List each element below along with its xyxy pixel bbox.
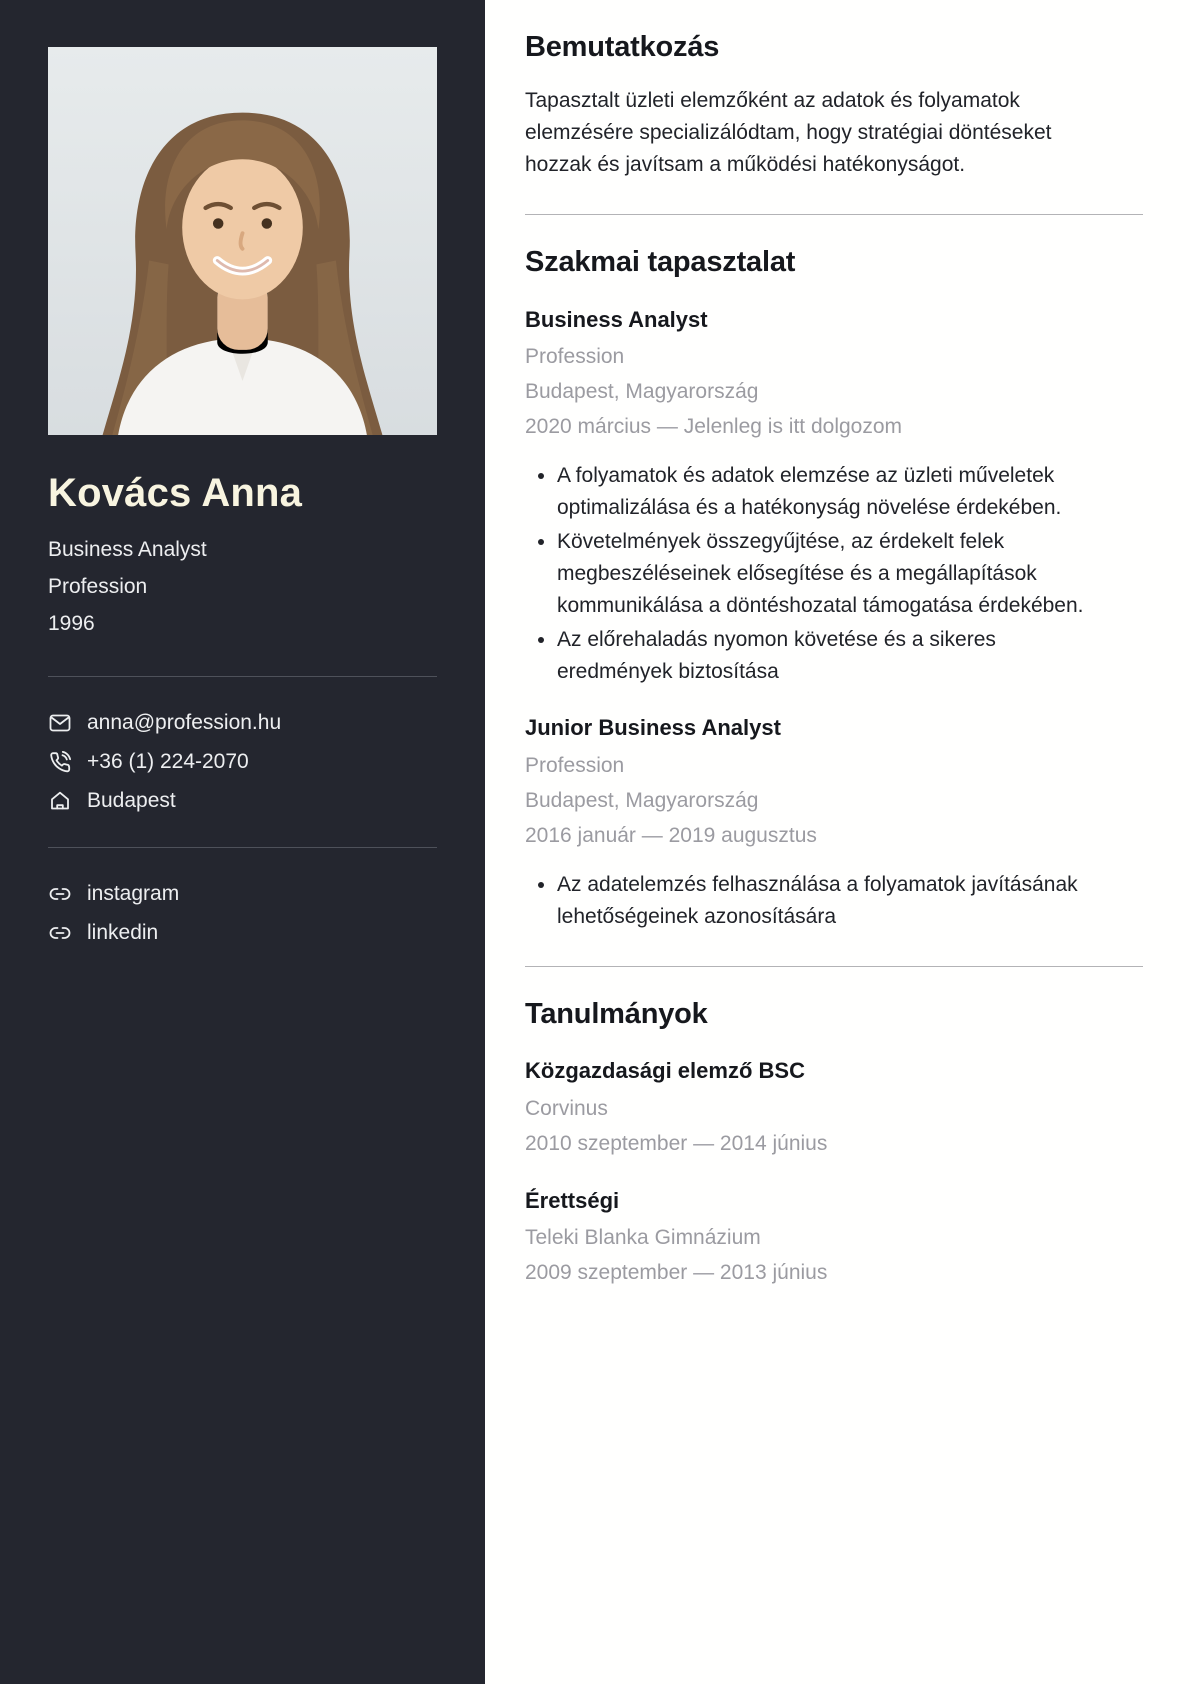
content-divider [525,966,1143,967]
sidebar-divider [48,847,437,848]
experience-heading: Szakmai tapasztalat [525,245,796,278]
social-links-list [48,882,437,945]
profile-photo [48,47,437,435]
section-experience [525,245,1143,933]
person-name: Kovács Anna [48,471,303,515]
experience-bullet: • Az adatelemzés felhasználása a folyamatok javításának lehetőségeinek azonosítására [557,869,1105,933]
education-heading: Tanulmányok [525,997,708,1030]
contact-email-text: anna@profession.hu [87,711,282,734]
contact-location [48,789,437,813]
resume-content [485,0,1190,1684]
link-icon [48,921,72,945]
intro-heading: Bemutatkozás [525,31,720,63]
sidebar-divider [48,676,437,677]
social-link-linkedin[interactable] [48,921,437,945]
social-link-instagram[interactable] [48,882,437,906]
contact-phone[interactable] [48,750,437,774]
education-title: Közgazdasági elemző BSC [525,1058,805,1084]
person-company: Profession [48,575,148,598]
education-entry [525,1187,1143,1291]
education-meta [525,1091,1143,1161]
experience-company: Profession [525,753,625,777]
content-divider [525,214,1143,215]
education-dates: 2009 szeptember — 2013 június [525,1261,828,1285]
experience-meta [525,748,1143,853]
person-birth-year: 1996 [48,612,95,635]
experience-location: Budapest, Magyarország [525,380,759,404]
contact-list [48,711,437,813]
experience-dates: 2016 január — 2019 augusztus [525,823,817,847]
envelope-icon [48,711,72,735]
experience-location: Budapest, Magyarország [525,788,759,812]
education-dates: 2010 szeptember — 2014 június [525,1131,828,1155]
education-title: Érettségi [525,1187,620,1213]
experience-bullet-list [525,460,1105,688]
portrait-illustration [48,47,437,435]
link-icon [48,882,72,906]
home-icon [48,789,72,813]
experience-entry [525,306,1143,689]
social-link-instagram-label: instagram [87,882,180,905]
person-subtitle [48,531,437,642]
experience-company: Profession [525,345,625,369]
social-link-linkedin-label: linkedin [87,921,159,944]
contact-email[interactable] [48,711,437,735]
sidebar [0,0,485,1684]
education-school: Corvinus [525,1096,608,1120]
education-entry [525,1057,1143,1161]
experience-entry [525,714,1143,933]
experience-title: Junior Business Analyst [525,715,781,741]
person-job-title: Business Analyst [48,538,207,561]
experience-title: Business Analyst [525,306,708,332]
intro-text: Tapasztalt üzleti elemzőként az adatok és folyamatok elemzésére specializálódtam, hogy stratégiai döntéseket hozzak és javítsam a működési hatékonyságot. [525,88,1052,176]
experience-bullet: • Az előrehaladás nyomon követése és a sikeres eredmények biztosítása [557,624,1105,688]
experience-meta [525,339,1143,444]
education-meta [525,1220,1143,1290]
phone-call-icon [48,750,72,774]
experience-dates: 2020 március — Jelenleg is itt dolgozom [525,415,903,439]
contact-phone-text: +36 (1) 224-2070 [87,750,249,773]
section-education [525,997,1143,1291]
contact-location-text: Budapest [87,789,176,812]
experience-bullet-list [525,869,1105,933]
education-school: Teleki Blanka Gimnázium [525,1226,761,1250]
experience-bullet: • Követelmények összegyűjtése, az érdekelt felek megbeszéléseinek elősegítése és a megállapítások kommunikálása a döntéshozatal támogatása érdekében. [557,526,1105,622]
experience-bullet: • A folyamatok és adatok elemzése az üzleti műveletek optimalizálása és a hatékonyság növelése érdekében. [557,460,1105,524]
section-intro [525,30,1143,181]
